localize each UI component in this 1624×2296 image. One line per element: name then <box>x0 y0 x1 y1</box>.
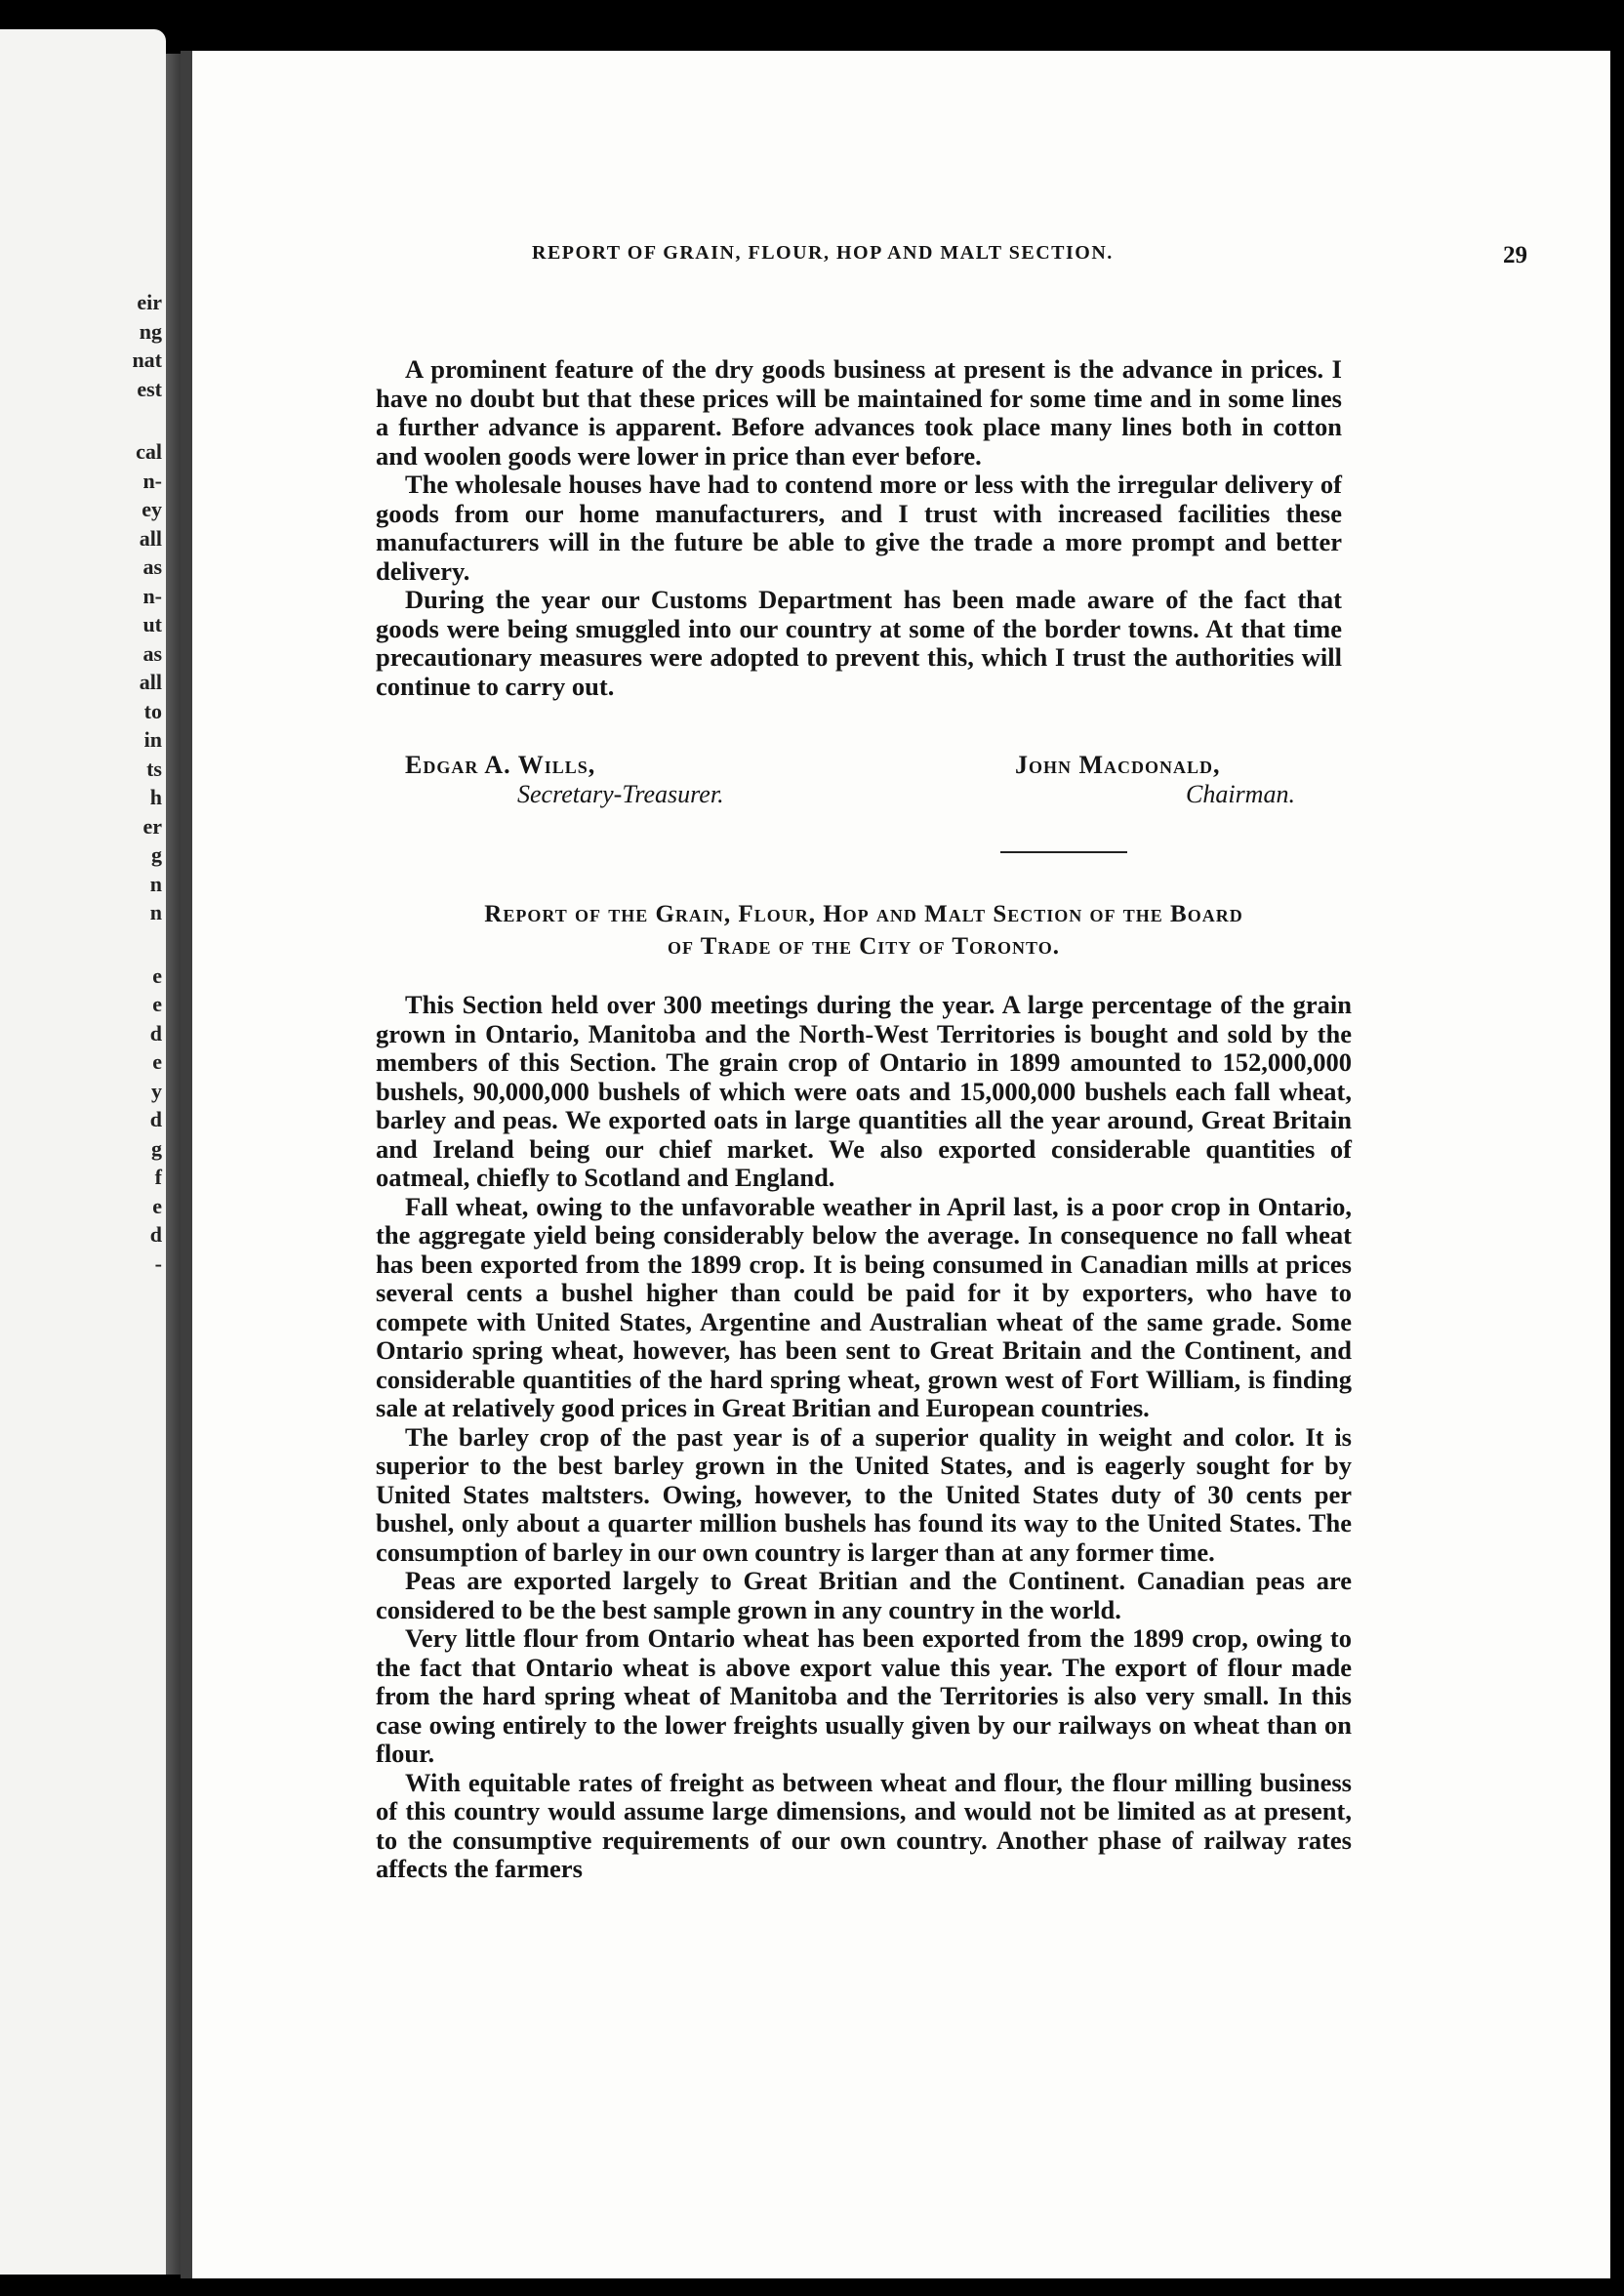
running-head: REPORT OF GRAIN, FLOUR, HOP AND MALT SECTION. <box>532 242 1114 264</box>
facing-page-fragment <box>132 403 162 437</box>
facing-page-fragment: cal <box>136 439 162 464</box>
facing-page-fragment: est <box>137 376 162 401</box>
paragraph: A prominent feature of the dry goods business at present is the advance in prices. I have no doubt but that these prices will be maintained for some time and in some lines a further advance is apparent. Before advances took place many lines both in cotton and woolen goods were lower in price than ever before. <box>376 354 1342 471</box>
facing-page-fragment: n <box>149 900 162 924</box>
paragraph: Peas are exported largely to Great Britian and the Continent. Canadian peas are considered to be the best sample grown in any country in the world. <box>376 1566 1352 1624</box>
facing-page-fragment: as <box>142 640 162 666</box>
facing-page-fragment: f <box>154 1165 162 1189</box>
report-text <box>376 991 1352 1884</box>
facing-page-fragment: d <box>149 1020 162 1046</box>
facing-page-fragment: n <box>149 871 162 896</box>
facing-page-fragment: ut <box>142 612 162 636</box>
section-heading-line: of Trade of the City of Toronto. <box>668 933 1060 960</box>
facing-page-fragment: n- <box>142 468 162 493</box>
facing-page-fragment: h <box>149 785 162 809</box>
facing-page-fragment: nat <box>132 348 162 372</box>
facing-page-fragment: e <box>152 1049 162 1074</box>
paragraph: Very little flour from Ontario wheat has been exported from the 1899 crop, owing to the fact that Ontario wheat is above export value this year. The export of flour made from the hard spring wheat of Manitoba and the Territories is also very small. In this case owing entirely to the lower freights usually given by our railways on wheat than on flour. <box>376 1623 1352 1768</box>
facing-page-fragment: y <box>151 1078 162 1103</box>
facing-page <box>0 29 166 2275</box>
facing-page-fragment: n- <box>142 583 162 608</box>
paragraph: During the year our Customs Department has been made aware of the fact that goods were being smuggled into our country at some of the border towns. At that time precautionary measures were adopted to prevent this, which I trust the authorities will continue to carry out. <box>376 585 1342 701</box>
facing-page-fragment: eir <box>137 290 162 314</box>
signatory-title: Secretary-Treasurer. <box>517 780 724 808</box>
signature-secretary <box>405 751 724 809</box>
facing-page-fragment: ng <box>139 318 162 344</box>
paragraph: The barley crop of the past year is of a superior quality in weight and color. It is superior to the best barley grown in the United States, and is eagerly sought for by United States maltsters. Owing, however, to the United States duty of 30 cents per bushel, only about a quarter million bushels has found its way to the United States. The consumption of barley in our own country is larger than at any former time. <box>376 1421 1352 1567</box>
section-divider <box>1000 851 1127 853</box>
signatory-title: Chairman. <box>1186 780 1295 808</box>
facing-page-fragment: g <box>151 842 162 867</box>
section-heading-line: Report of the Grain, Flour, Hop and Malt Section of the Board <box>484 901 1243 927</box>
facing-page-fragment: in <box>143 727 162 752</box>
page-number: 29 <box>1503 242 1527 268</box>
paragraph: The wholesale houses have had to contend more or less with the irregular delivery of goods from our home manufacturers, and I trust with increased facilities these manufacturers will in the future be able to give the trade a more prompt and better delivery. <box>376 470 1342 586</box>
intro-text <box>376 355 1342 701</box>
document-page <box>181 51 1610 2278</box>
facing-page-fragment: er <box>142 813 162 839</box>
facing-page-fragment: - <box>154 1250 162 1276</box>
paragraph: This Section held over 300 meetings during the year. A large percentage of the grain grown in Ontario, Manitoba and the North-West Territories is bought and sold by the members of this Section. The grain crop of Ontario in 1899 amounted to 152,000,000 bushels, 90,000,000 bushels of which were oats and 15,000,000 bushels each fall wheat, barley and peas. We exported oats in large quantities all the year around, Great Britain and Ireland being our chief market. We also exported considerable quantities of oatmeal, chiefly to Scotland and England. <box>376 990 1352 1192</box>
facing-page-text-fragments <box>132 288 162 1278</box>
facing-page-fragment: all <box>139 525 162 551</box>
facing-page-fragment: as <box>142 554 162 579</box>
signature-chairman <box>1015 751 1295 809</box>
signature-block <box>376 751 1342 819</box>
facing-page-fragment: d <box>149 1222 162 1247</box>
paragraph: Fall wheat, owing to the unfavorable weather in April last, is a poor crop in Ontario, the aggregate yield being considerably below the average. In consequence no fall wheat has been exported from the 1899 crop. It is being consumed in Canadian mills at prices several cents a bushel higher than could be paid for it by exporters, who have to compete with United States, Argentine and Australian wheat of the same grade. Some Ontario spring wheat, however, has been sent to Great Britain and the Continent, and considerable quantities of the hard spring wheat, grown west of Fort William, is finding sale at relatively good prices in Great Britian and European countries. <box>376 1191 1352 1422</box>
facing-page-fragment: e <box>152 992 162 1016</box>
section-heading <box>376 898 1352 963</box>
facing-page-fragment: ts <box>146 756 162 781</box>
signatory-name: Edgar A. Wills, <box>405 751 596 779</box>
facing-page-fragment: e <box>152 1193 162 1218</box>
facing-page-fragment <box>132 927 162 962</box>
facing-page-fragment: to <box>143 698 162 723</box>
paragraph: With equitable rates of freight as between wheat and flour, the flour milling business of this country would assume large dimensions, and would not be limited as at present, to the consumptive requirements of our own country. Another phase of railway rates affects the farmers <box>376 1767 1352 1883</box>
signatory-name: John Macdonald, <box>1015 751 1221 779</box>
facing-page-fragment: ey <box>142 497 162 521</box>
facing-page-fragment: e <box>152 963 162 988</box>
facing-page-fragment: all <box>139 670 162 694</box>
facing-page-fragment: g <box>151 1135 162 1161</box>
facing-page-fragment: d <box>149 1107 162 1131</box>
